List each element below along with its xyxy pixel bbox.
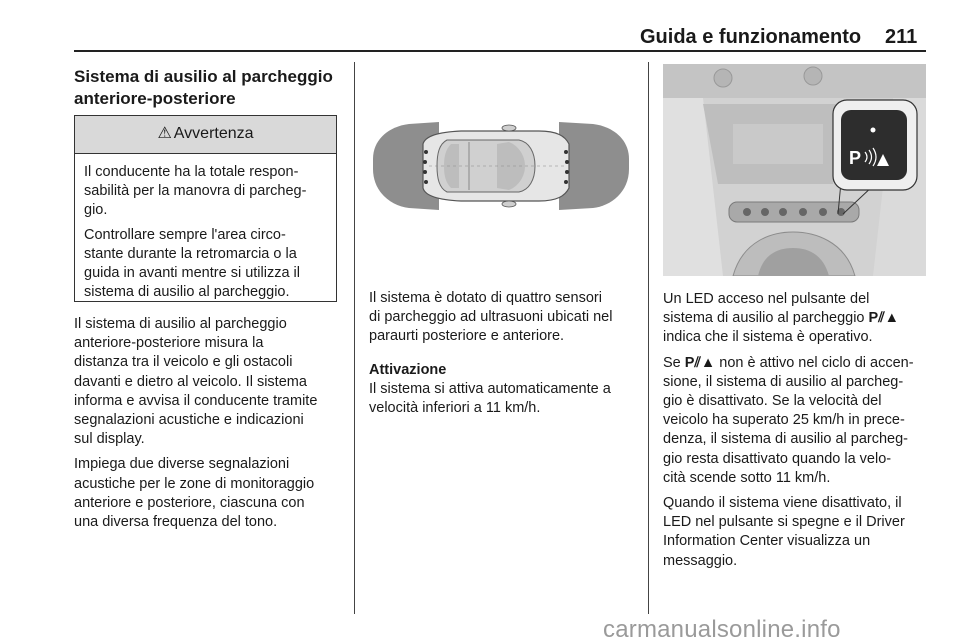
text-line: Se [663, 354, 685, 371]
text-line: non è attivo nel ciclo di accen- [715, 354, 914, 371]
warning-title: Avvertenza [173, 125, 254, 142]
text-line: acustiche per le zone di monitoraggio [74, 475, 315, 492]
warning-triangle-icon: ⚠ [157, 125, 172, 142]
watermark: carmanualsonline.info [603, 616, 841, 643]
text-line: gio resta disattivato quando la velo- [663, 450, 892, 467]
text-line: gio è disattivato. Se la velocità del [663, 393, 882, 410]
text-line: sistema di ausilio al parcheggio [663, 310, 869, 327]
text-line: paraurti posteriore e anteriore. [369, 328, 565, 345]
text-line: Il conducente ha la totale respon- [84, 164, 299, 180]
text-line: LED nel pulsante si spegne e il Driver [663, 514, 905, 531]
warning-paragraph-2 [84, 226, 332, 302]
parking-assist-button-photo [663, 64, 926, 276]
column-divider-1 [354, 62, 355, 614]
text-line: Impiega due diverse segnalazioni [74, 456, 290, 473]
text-line: una diversa frequenza del tono. [74, 514, 278, 531]
section-title-line-1: Sistema di ausilio al parcheggio [74, 67, 333, 86]
text-line: informa e avvisa il conducente tramite [74, 392, 318, 409]
column-3-body [663, 290, 928, 577]
text-line: cità scende sotto 11 km/h. [663, 469, 831, 486]
car-top-view-icon [369, 64, 633, 276]
column-1-body [74, 315, 344, 538]
text-line: anteriore-posteriore misura la [74, 335, 264, 352]
paragraph [663, 290, 928, 348]
parking-assist-symbol-icon: P⫽▲ [684, 354, 716, 371]
page-header-title: Guida e funzionamento [640, 26, 862, 48]
page-number: 211 [885, 26, 918, 48]
header-divider [74, 50, 926, 52]
paragraph [663, 494, 928, 571]
center-console-illustration [663, 64, 926, 276]
text-line: anteriore e posteriore, ciascuna con [74, 494, 305, 511]
text-line: Information Center visualizza un [663, 533, 871, 550]
paragraph [663, 354, 928, 488]
warning-header [75, 116, 336, 154]
text-line: sul display. [74, 431, 145, 448]
text-line: Quando il sistema viene disattivato, il [663, 495, 902, 512]
warning-box [74, 115, 337, 302]
text-line: veicolo ha superato 25 km/h in prece- [663, 412, 905, 429]
text-line: di parcheggio ad ultrasuoni ubicati nel [369, 309, 613, 326]
text-line: gio. [84, 202, 108, 218]
parking-sensor-zones-illustration [369, 64, 633, 276]
warning-body [84, 163, 332, 308]
subheading-attivazione: Attivazione [369, 361, 447, 378]
text-line: stante durante la retromarcia o la [84, 246, 297, 262]
section-title-line-2: anteriore-posteriore [74, 89, 236, 108]
paragraph [369, 361, 634, 419]
paragraph [74, 315, 344, 449]
text-line: velocità inferiori a 11 km/h. [369, 400, 541, 417]
text-line: indica che il sistema è operativo. [663, 329, 873, 346]
text-line: sione, il sistema di ausilio al parcheg- [663, 373, 904, 390]
text-line: Il sistema si attiva automaticamente a [369, 380, 611, 397]
text-line: segnalazioni acustiche e indicazioni [74, 412, 304, 429]
text-line: Il sistema di ausilio al parcheggio [74, 316, 287, 332]
text-line: Il sistema è dotato di quattro sensori [369, 290, 602, 306]
paragraph [74, 455, 344, 532]
warning-paragraph-1 [84, 163, 332, 220]
column-2-body [369, 289, 634, 418]
text-line: sistema di ausilio al parcheggio. [84, 284, 290, 300]
parking-assist-symbol-icon: P⫽▲ [868, 310, 900, 327]
text-line: sabilità per la manovra di parcheg- [84, 183, 307, 199]
section-title [74, 66, 354, 110]
text-line: davanti e dietro al veicolo. Il sistema [74, 373, 307, 390]
text-line: guida in avanti mentre si utilizza il [84, 265, 300, 281]
parking-button-label: P [849, 148, 862, 168]
column-divider-2 [648, 62, 649, 614]
text-line: Un LED acceso nel pulsante del [663, 291, 870, 307]
text-line: messaggio. [663, 552, 738, 569]
paragraph [369, 289, 634, 347]
text-line: Controllare sempre l'area circo- [84, 227, 286, 243]
text-line: distanza tra il veicolo e gli ostacoli [74, 354, 293, 371]
text-line: denza, il sistema di ausilio al parcheg- [663, 431, 909, 448]
